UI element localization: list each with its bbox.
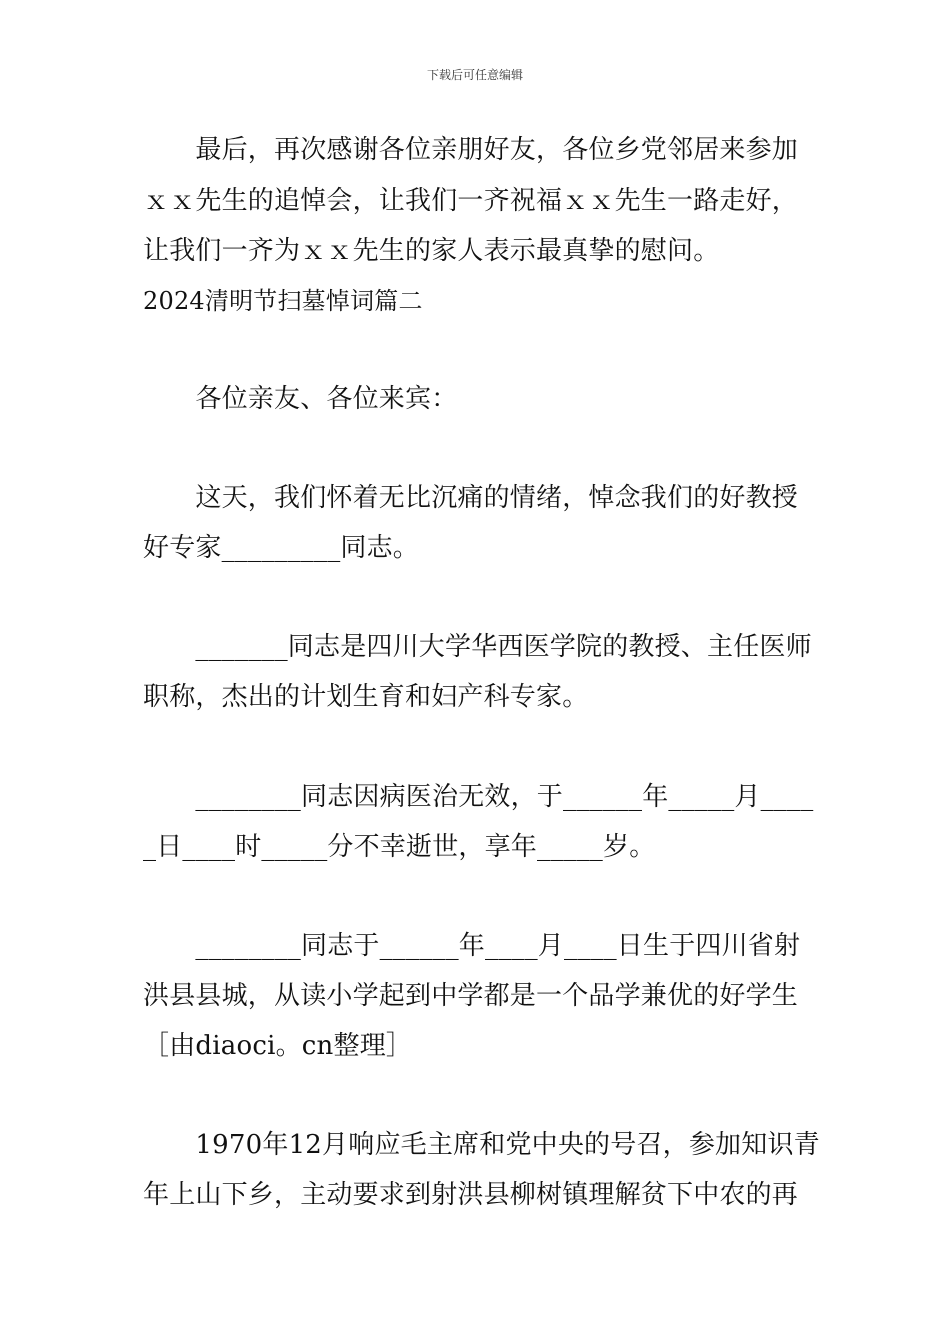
- paragraph-line: 洪县县城，从读小学起到中学都是一个品学兼优的好学生: [143, 981, 799, 1011]
- section-heading: 2024清明节扫墓悼词篇二: [143, 287, 423, 315]
- paragraph-line: 1970年12月响应毛主席和党中央的号召，参加知识青: [143, 1130, 820, 1160]
- paragraph-line: ｘｘ先生的追悼会，让我们一齐祝福ｘｘ先生一路走好，: [143, 186, 799, 216]
- paragraph-line: ________同志于______年____月____日生于四川省射: [143, 931, 801, 961]
- paragraph-line: 让我们一齐为ｘｘ先生的家人表示最真挚的慰问。: [143, 236, 720, 266]
- paragraph-line: ［由diaoci。cn整理］: [143, 1031, 413, 1061]
- paragraph-line: 好专家_________同志。: [143, 533, 420, 563]
- paragraph-line: ________同志因病医治无效，于______年_____月____: [143, 782, 814, 812]
- paragraph-line: _______同志是四川大学华西医学院的教授、主任医师: [143, 632, 812, 662]
- page-header-note: 下载后可任意编辑: [426, 68, 523, 82]
- paragraph-line: 最后，再次感谢各位亲朋好友，各位乡党邻居来参加: [143, 135, 799, 165]
- salutation-line: 各位亲友、各位来宾：: [143, 384, 458, 414]
- paragraph-line: 职称，杰出的计划生育和妇产科专家。: [143, 682, 589, 712]
- paragraph-line: 这天，我们怀着无比沉痛的情绪，悼念我们的好教授: [143, 483, 799, 513]
- paragraph-line: _日____时_____分不幸逝世，享年_____岁。: [143, 832, 656, 862]
- paragraph-line: 年上山下乡，主动要求到射洪县柳树镇理解贫下中农的再: [143, 1180, 799, 1210]
